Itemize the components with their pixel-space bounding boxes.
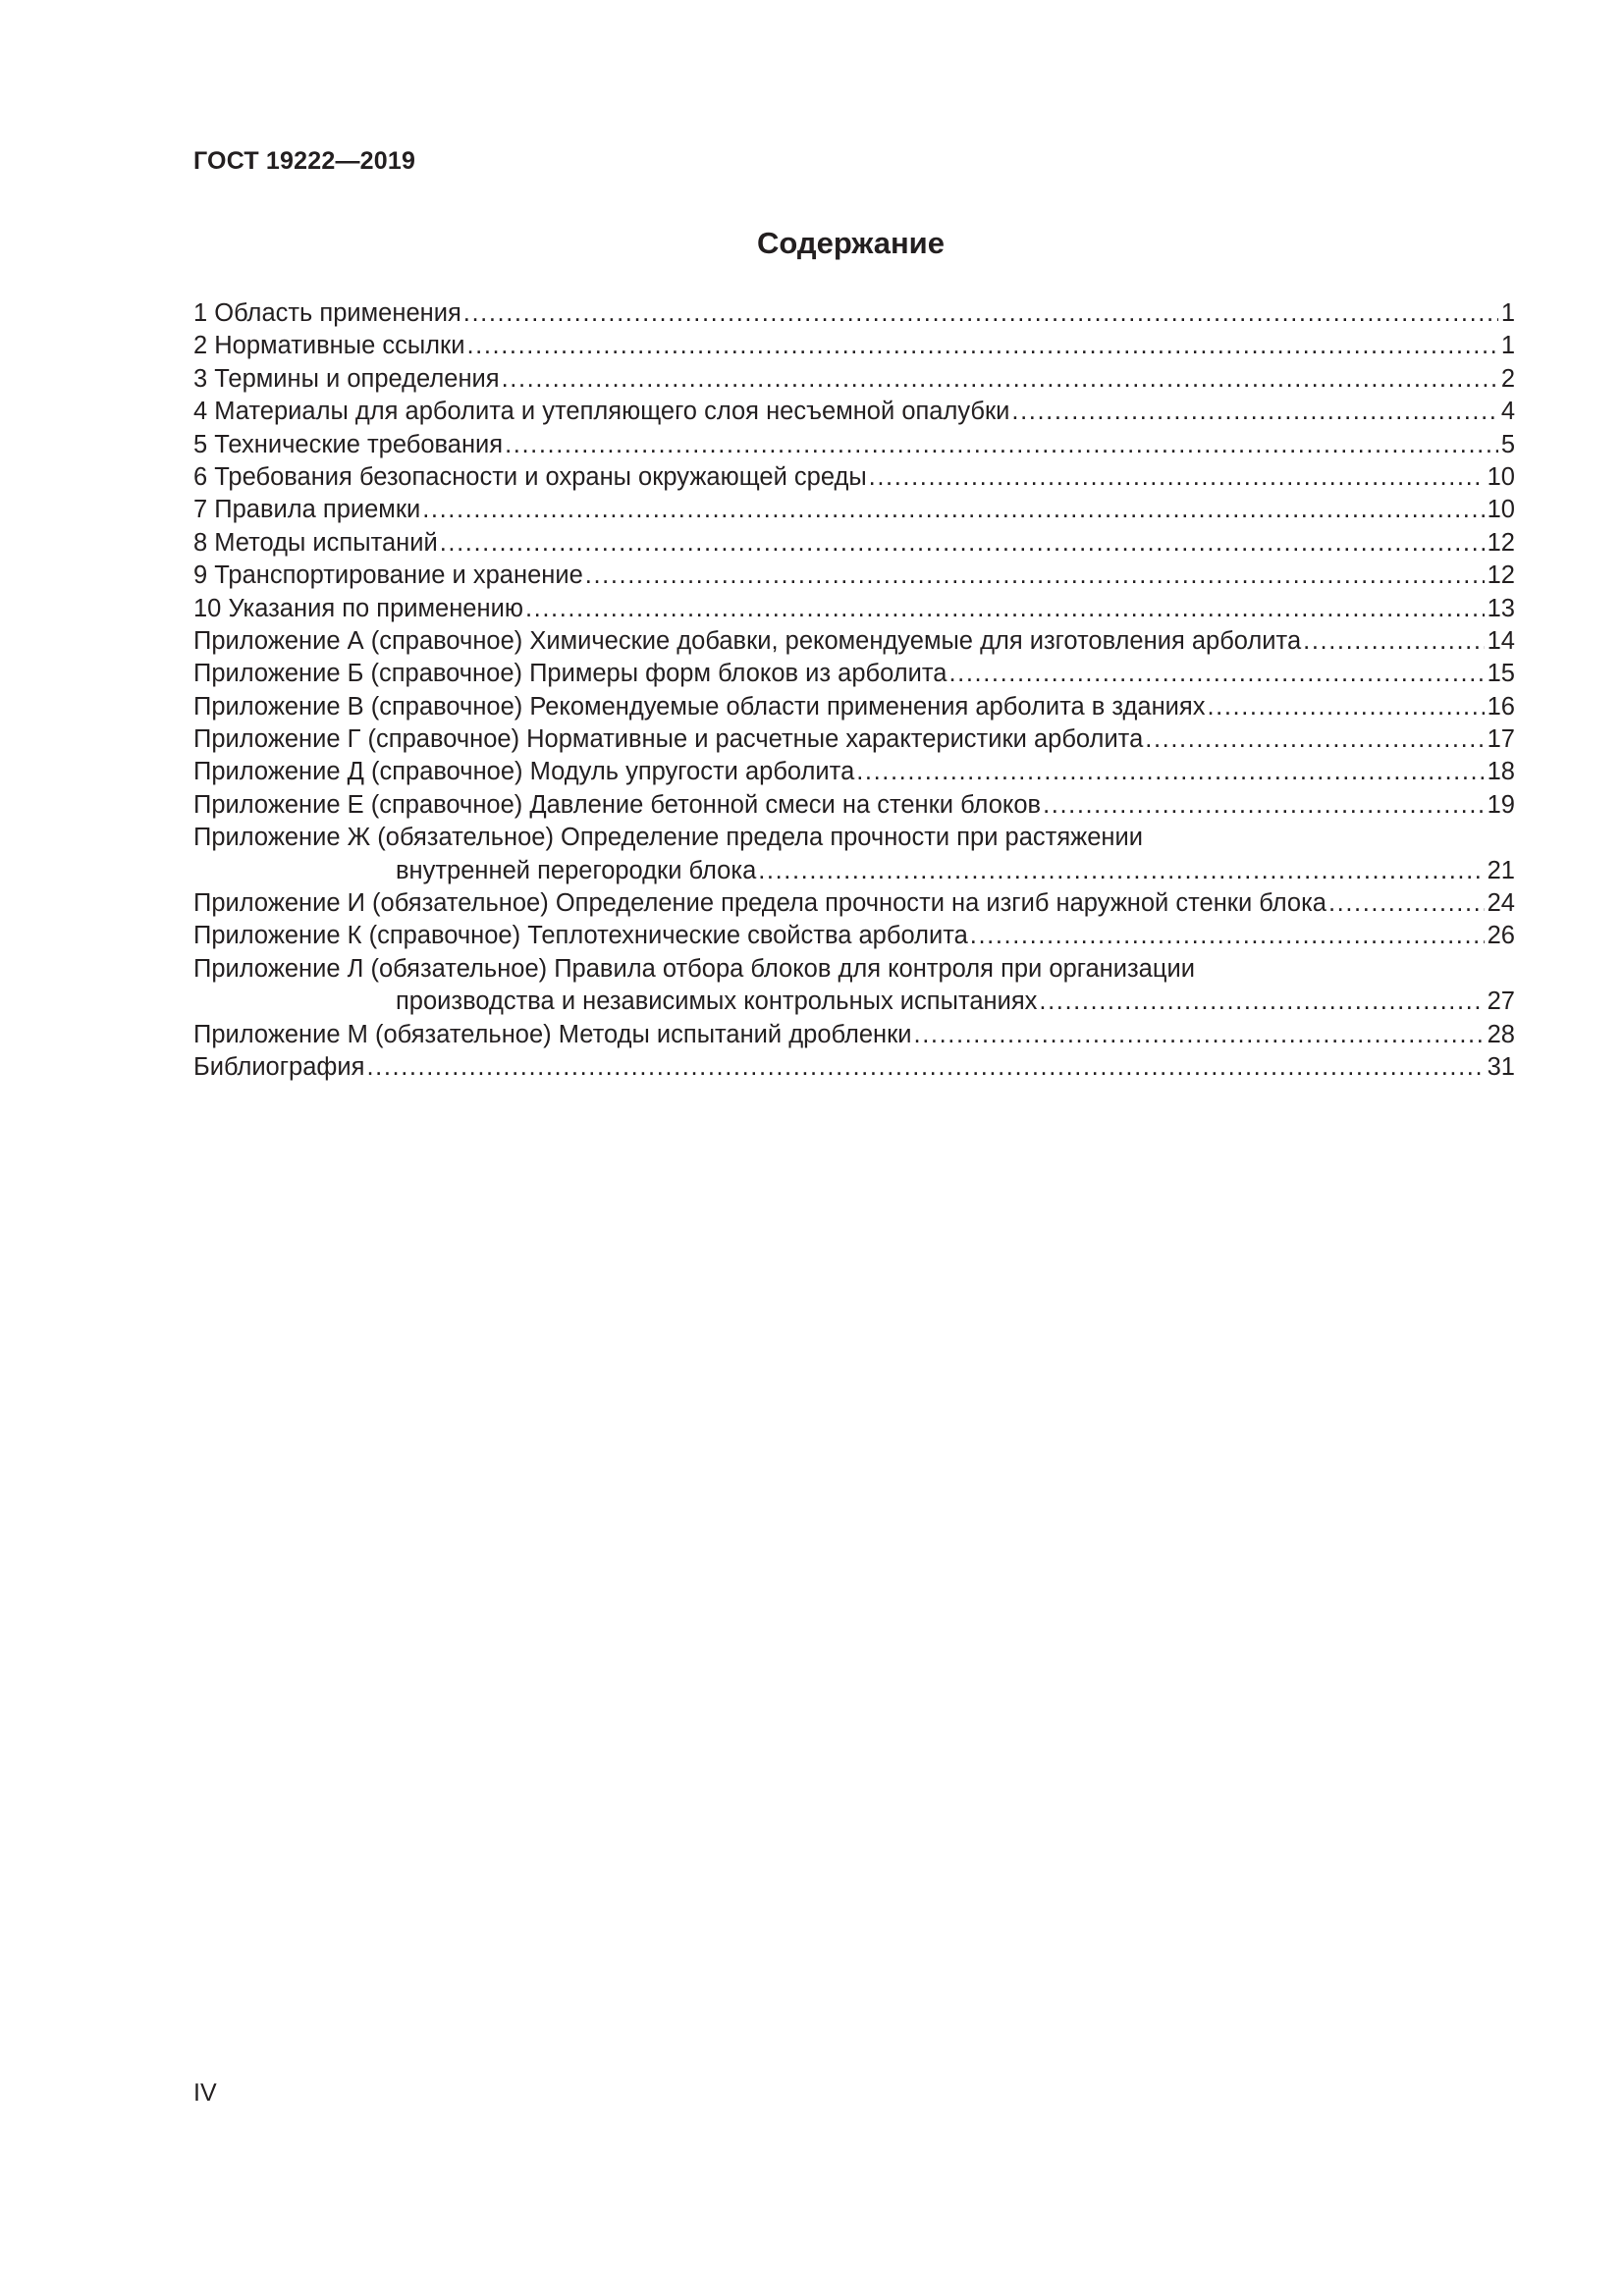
toc-entry[interactable] — [193, 527, 1515, 560]
toc-entry-title: 7 Правила приемки — [193, 496, 421, 524]
dot-leader — [856, 756, 1484, 788]
toc-entry[interactable] — [193, 920, 1515, 952]
toc-entry[interactable] — [193, 1019, 1515, 1051]
page-number: IV — [193, 2079, 217, 2107]
toc-entry[interactable] — [193, 625, 1515, 658]
toc-entry-title-first-line: Приложение Л (обязательное) Правила отбора блоков для контроля при организации — [193, 954, 1195, 983]
toc-entry-page: 26 — [1487, 922, 1515, 950]
dot-leader — [948, 658, 1484, 690]
toc-entry[interactable] — [193, 396, 1515, 428]
dot-leader — [505, 429, 1498, 461]
toc-entry-page: 5 — [1500, 430, 1515, 458]
toc-entry-page: 21 — [1487, 856, 1515, 884]
toc-entry-page: 10 — [1487, 496, 1515, 524]
dot-leader — [1039, 986, 1484, 1018]
toc-entry[interactable] — [193, 297, 1515, 330]
toc-entry-title: Приложение М (обязательное) Методы испытаний дробленки — [193, 1020, 912, 1048]
toc-entry-title: Приложение Д (справочное) Модуль упругости арболита — [193, 758, 855, 786]
toc-entry-title-first-line: Приложение Ж (обязательное) Определение предела прочности при растяжении — [193, 824, 1143, 852]
dot-leader — [1303, 625, 1484, 658]
dot-leader — [366, 1051, 1484, 1084]
toc-entry[interactable] — [193, 789, 1515, 822]
dot-leader — [1011, 396, 1497, 428]
toc-entry-title: Приложение К (справочное) Теплотехнические свойства арболита — [193, 922, 968, 950]
document-code: ГОСТ 19222—2019 — [193, 147, 416, 175]
toc-entry-title: 8 Методы испытаний — [193, 528, 438, 557]
toc-entry-title: Приложение Б (справочное) Примеры форм блоков из арболита — [193, 660, 947, 688]
toc-title: Содержание — [757, 226, 945, 260]
dot-leader — [1207, 691, 1484, 723]
toc-entry[interactable] — [193, 494, 1515, 526]
toc-entry-page: 4 — [1500, 398, 1515, 426]
toc-entry-title: 9 Транспортирование и хранение — [193, 561, 583, 590]
toc-entry-page: 15 — [1487, 660, 1515, 688]
toc-entry-page: 28 — [1487, 1020, 1515, 1048]
toc-entry[interactable] — [193, 1051, 1515, 1084]
toc-entry[interactable] — [193, 560, 1515, 592]
dot-leader — [502, 363, 1498, 396]
dot-leader — [463, 297, 1498, 330]
toc-entry-title: Библиография — [193, 1052, 365, 1081]
toc-entry-page: 14 — [1487, 626, 1515, 655]
table-of-contents — [193, 297, 1515, 1084]
toc-entry-title: Приложение И (обязательное) Определение предела прочности на изгиб наружной стенки блока — [193, 889, 1326, 918]
toc-entry[interactable] — [193, 953, 1515, 1019]
toc-entry[interactable] — [193, 429, 1515, 461]
toc-entry-title: Приложение А (справочное) Химические добавки, рекомендуемые для изготовления арболита — [193, 626, 1302, 655]
toc-entry-title: Приложение Е (справочное) Давление бетонной смеси на стенки блоков — [193, 790, 1042, 819]
toc-entry-page: 10 — [1487, 462, 1515, 491]
toc-entry-page: 1 — [1500, 299, 1515, 327]
toc-entry-title: 4 Материалы для арболита и утепляющего слоя несъемной опалубки — [193, 398, 1010, 426]
toc-entry-page: 17 — [1487, 725, 1515, 754]
toc-entry-page: 2 — [1500, 364, 1515, 393]
toc-entry-title: 6 Требования безопасности и охраны окружающей среды — [193, 462, 867, 491]
toc-entry-title: 5 Технические требования — [193, 430, 504, 458]
toc-entry-page: 27 — [1487, 988, 1515, 1016]
dot-leader — [422, 494, 1484, 526]
toc-entry[interactable] — [193, 363, 1515, 396]
toc-entry-title: 2 Нормативные ссылки — [193, 332, 465, 360]
dot-leader — [585, 560, 1485, 592]
dot-leader — [869, 461, 1485, 494]
dot-leader — [1328, 887, 1485, 920]
dot-leader — [758, 855, 1484, 887]
toc-entry[interactable] — [193, 887, 1515, 920]
dot-leader — [525, 593, 1485, 625]
toc-entry-page: 24 — [1487, 889, 1515, 918]
toc-entry-title: Приложение В (справочное) Рекомендуемые области применения арболита в зданиях — [193, 692, 1206, 721]
toc-entry-page: 31 — [1487, 1052, 1515, 1081]
toc-entry-page: 12 — [1487, 561, 1515, 590]
toc-entry-title: внутренней перегородки блока — [396, 856, 757, 884]
toc-entry-title: 10 Указания по применению — [193, 594, 523, 622]
toc-entry[interactable] — [193, 330, 1515, 362]
toc-entry[interactable] — [193, 461, 1515, 494]
toc-entry-page: 12 — [1487, 528, 1515, 557]
toc-entry-page: 18 — [1487, 758, 1515, 786]
toc-entry-title: Приложение Г (справочное) Нормативные и расчетные характеристики арболита — [193, 725, 1144, 754]
dot-leader — [970, 920, 1485, 952]
toc-entry[interactable] — [193, 723, 1515, 756]
toc-entry[interactable] — [193, 658, 1515, 690]
toc-entry[interactable] — [193, 593, 1515, 625]
toc-entry-page: 19 — [1487, 790, 1515, 819]
toc-entry-title: 3 Термины и определения — [193, 364, 500, 393]
toc-entry-title: 1 Область применения — [193, 299, 461, 327]
dot-leader — [440, 527, 1485, 560]
dot-leader — [914, 1019, 1485, 1051]
dot-leader — [1043, 789, 1485, 822]
toc-entry-page: 16 — [1487, 692, 1515, 721]
toc-entry-page: 1 — [1500, 332, 1515, 360]
toc-entry[interactable] — [193, 822, 1515, 887]
toc-entry-page: 13 — [1487, 594, 1515, 622]
dot-leader — [1145, 723, 1484, 756]
toc-entry-title: производства и независимых контрольных испытаниях — [396, 988, 1038, 1016]
toc-entry[interactable] — [193, 691, 1515, 723]
dot-leader — [466, 330, 1497, 362]
toc-entry[interactable] — [193, 756, 1515, 788]
